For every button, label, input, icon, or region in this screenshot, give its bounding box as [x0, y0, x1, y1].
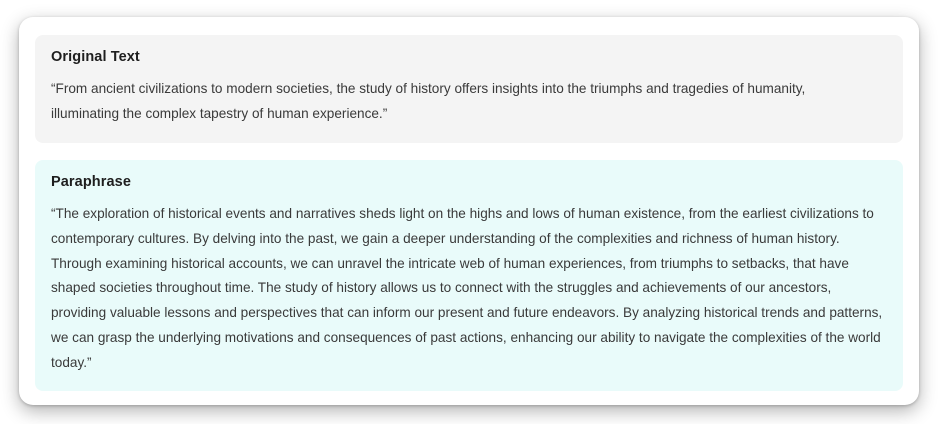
original-text-body: “From ancient civilizations to modern societies, the study of history offers insights into the triumphs and tragedies of humanity, illuminating the complex tapestry of human experience.” — [51, 81, 806, 122]
paraphrase-panel — [35, 160, 903, 392]
original-text-title: Original Text — [51, 49, 140, 65]
app-card — [19, 17, 919, 405]
original-text-panel — [35, 35, 903, 143]
paraphrase-title: Paraphrase — [51, 173, 131, 190]
paraphrase-body: “The exploration of historical events and narratives sheds light on the highs and lows of human existence, from the earliest civilizations to contemporary cultures. By delving into the past, we gain a deeper understanding of the complexities and richness of human history. Through examining historical accounts, we can unravel the intricate web of human experiences, from triumphs to setbacks, that have shaped societies throughout time. The study of history allows us to connect with the struggles and achievements of our ancestors, providing valuable lessons and perspectives that can inform our present and future endeavors. By analyzing historical trends and patterns, we can grasp the underlying motivations and consequences of past actions, enhancing our ability to navigate the complexities of the world today.” — [51, 206, 883, 370]
